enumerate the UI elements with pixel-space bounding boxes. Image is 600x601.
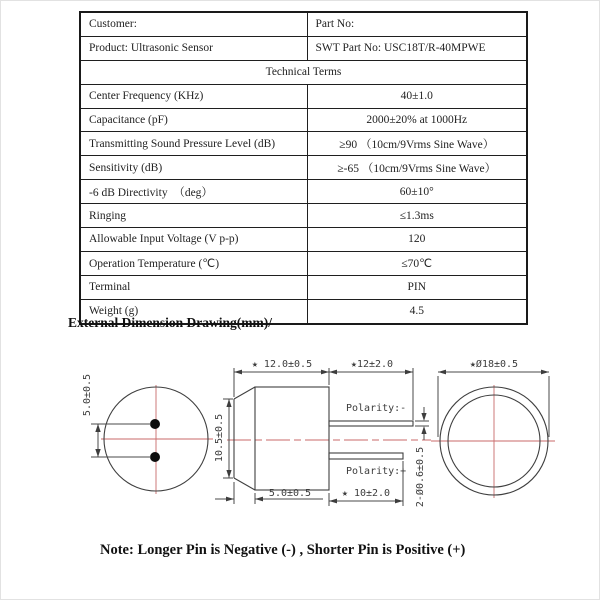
short-pin-dim: ★ 10±2.0 [341,488,391,499]
outer-diameter-dim: ★Ø18±0.5 [469,359,519,370]
spec-value: ≥90 （10cm/9Vrms Sine Wave） [307,132,527,156]
positive-pin-dot [150,452,160,462]
spec-label: Weight (g) [80,299,307,323]
spec-value: 2000±20% at 1000Hz [307,108,527,132]
spec-value: 40±1.0 [307,84,527,108]
section-header: Technical Terms [80,60,527,84]
spec-label: Sensitivity (dB) [80,156,307,180]
pin-diameter-dim: 2-Ø0.6±0.5 [415,446,426,508]
spec-value: ≥-65 （10cm/9Vrms Sine Wave） [307,156,527,180]
rear-view [82,374,213,494]
dimension-drawing-heading: External Dimension Drawing(mm)/ [68,315,272,330]
side-view [214,359,431,507]
customer-label: Customer: [80,12,307,36]
part-no-label: Part No: [307,12,527,36]
short-pin [329,453,403,459]
polarity-positive-label: Polarity:+ [346,466,407,477]
spec-label: Transmitting Sound Pressure Level (dB) [80,132,307,156]
spec-label: Capacitance (pF) [80,108,307,132]
long-pin [329,421,413,426]
spec-label: Ringing [80,204,307,228]
spec-value: 120 [307,228,527,252]
body-length-dim: ★ 12.0±0.5 [251,359,313,370]
spec-value: 60±10° [307,180,527,204]
dimension-drawing [1,1,600,601]
polarity-note: Note: Longer Pin is Negative (-) , Shorter Pin is Positive (+) [100,542,466,558]
pin-spacing-dim: 5.0±0.5 [82,373,93,417]
spec-value: PIN [307,275,527,299]
negative-pin-dot [150,419,160,429]
spec-label: Allowable Input Voltage (V p-p) [80,228,307,252]
spec-label: Terminal [80,275,307,299]
front-view [431,358,555,498]
face-height-dim: 10.5±0.5 [214,413,225,463]
spec-label: Center Frequency (KHz) [80,84,307,108]
spec-value: ≤70℃ [307,251,527,275]
long-pin-dim: ★12±2.0 [350,359,394,370]
spec-label: -6 dB Directivity （deg） [80,180,307,204]
spec-value: 4.5 [307,299,527,323]
swt-part-no-label: SWT Part No: USC18T/R-40MPWE [307,36,527,60]
spec-value: ≤1.3ms [307,204,527,228]
flange-depth-dim: 5.0±0.5 [268,488,312,499]
product-label: Product: Ultrasonic Sensor [80,36,307,60]
spec-label: Operation Temperature (℃) [80,251,307,275]
polarity-negative-label: Polarity:- [346,403,407,414]
